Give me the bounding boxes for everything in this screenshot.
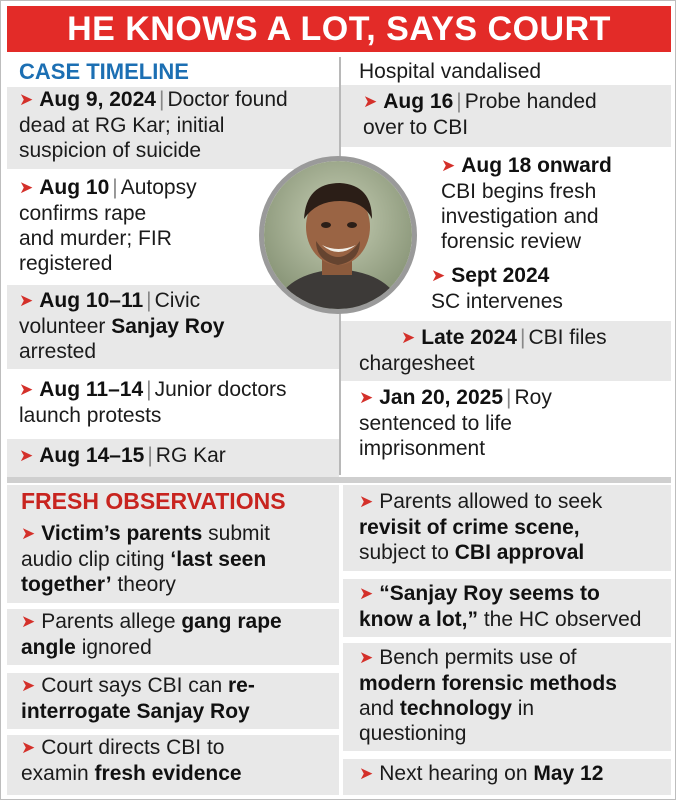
observation-item [7,673,339,729]
observation-text: the HC observed [478,608,642,631]
entry-date: Late 2024 [421,326,517,349]
observation-item [7,521,339,603]
red-arrow-icon: ➤ [21,738,36,757]
entry-text: Doctor found [167,88,288,111]
timeline-entry [341,85,671,147]
entry-text: imprisonment [359,437,486,460]
headline: HE KNOWS A LOT, SAYS COURT [7,6,671,52]
observation-text: submit [202,522,271,545]
section-divider [7,477,671,483]
red-arrow-icon: ➤ [21,524,36,543]
observation-item [7,735,339,795]
entry-text: Hospital vandalised [359,60,542,83]
observations-title-cell [7,485,339,523]
observation-bold: Victim’s parents [41,522,203,545]
entry-text: Autopsy [120,176,197,199]
observation-item [343,485,671,571]
red-arrow-icon: ➤ [21,676,36,695]
observation-text: Bench permits use of [379,646,577,669]
red-arrow-icon: ➤ [431,266,446,285]
separator: | [519,326,526,349]
observation-text: ignored [75,636,152,659]
red-arrow-icon: ➤ [19,380,34,399]
entry-text: launch protests [19,404,162,427]
observation-bold: modern forensic methods [359,672,617,695]
separator: | [112,176,118,199]
observation-bold: fresh evidence [94,762,242,785]
entry-text: CBI files [528,326,607,349]
entry-text: forensic review [441,230,582,253]
timeline-entry [7,87,339,169]
separator: | [147,444,153,467]
observation-text: Parents allege [41,610,182,633]
observation-item [343,579,671,637]
red-arrow-icon: ➤ [359,648,374,667]
entry-text: suspicion of suicide [19,139,202,162]
entry-name: Sanjay Roy [111,315,225,338]
entry-date: Aug 9, 2024 [39,88,156,111]
observation-item [7,609,339,665]
entry-date: Jan 20, 2025 [379,386,504,409]
separator: | [456,90,462,113]
red-arrow-icon: ➤ [359,388,374,407]
observations-title: FRESH OBSERVATIONS [21,488,286,514]
observation-text: audio clip citing [21,548,171,571]
observation-bold: gang rape [181,610,282,633]
entry-text: volunteer [19,315,112,338]
observation-text: Parents allowed to seek [379,490,603,513]
timeline-entry [7,373,339,435]
observation-bold: revisit of crime scene, [359,516,580,539]
entry-date: Aug 16 [383,90,454,113]
entry-text: dead at RG Kar; initial [19,114,225,137]
red-arrow-icon: ➤ [401,328,416,347]
entry-date: Aug 10 [39,176,110,199]
timeline-entry [341,321,671,381]
observation-bold: together’ [21,573,112,596]
entry-text: CBI begins fresh [441,180,597,203]
observation-bold: re- [227,674,255,697]
entry-text: arrested [19,340,97,363]
entry-text: confirms rape [19,202,147,225]
observation-text: Next hearing on [379,762,534,785]
observation-bold: know a lot,” [359,608,479,631]
observation-bold: angle [21,636,76,659]
red-arrow-icon: ➤ [363,92,378,111]
entry-text: investigation and [441,205,599,228]
entry-text: chargesheet [359,352,475,375]
red-arrow-icon: ➤ [441,156,456,175]
observation-text: examin [21,762,95,785]
red-arrow-icon: ➤ [19,178,34,197]
observation-bold: technology [399,697,512,720]
red-arrow-icon: ➤ [19,291,34,310]
entry-date: Aug 14–15 [39,444,145,467]
timeline-entry [7,439,339,477]
red-arrow-icon: ➤ [19,446,34,465]
entry-text: Probe handed [464,90,597,113]
observation-text: and [359,697,400,720]
entry-text: Civic [154,289,201,312]
separator: | [146,378,152,401]
observation-text: Court says CBI can [41,674,228,697]
entry-date: Sept 2024 [451,264,550,287]
separator: | [158,88,165,111]
timeline-entry [341,383,671,477]
observation-text: questioning [359,722,467,745]
observation-text: theory [111,573,176,596]
entry-text: RG Kar [155,444,226,467]
accused-photo [259,156,417,314]
entry-date: Aug 11–14 [39,378,144,401]
observation-bold: “Sanjay Roy seems to [379,582,600,605]
entry-text: Roy [514,386,552,409]
observation-item [343,759,671,795]
entry-date: Aug 10–11 [39,289,144,312]
observation-text: Court directs CBI to [41,736,225,759]
red-arrow-icon: ➤ [359,492,374,511]
timeline-title-cell [7,57,339,87]
red-arrow-icon: ➤ [21,612,36,631]
portrait-illustration [264,161,412,309]
entry-date: Aug 18 onward [461,154,612,177]
observation-text: subject to [359,541,455,564]
entry-text: and murder; FIR [19,227,172,250]
observation-bold: CBI approval [454,541,585,564]
entry-text: registered [19,252,113,275]
entry-text: SC intervenes [431,290,563,313]
observation-bold: interrogate Sanjay Roy [21,700,250,723]
observation-item [343,643,671,751]
red-arrow-icon: ➤ [359,584,374,603]
timeline-title: CASE TIMELINE [19,59,189,84]
red-arrow-icon: ➤ [359,764,374,783]
observation-text: in [511,697,535,720]
separator: | [146,289,152,312]
observation-bold: ‘last seen [170,548,267,571]
entry-text: sentenced to life [359,412,512,435]
entry-text: over to CBI [363,116,469,139]
entry-text: Junior doctors [154,378,287,401]
observation-bold: May 12 [533,762,604,785]
red-arrow-icon: ➤ [19,90,34,109]
separator: | [506,386,512,409]
timeline-entry [341,57,671,85]
